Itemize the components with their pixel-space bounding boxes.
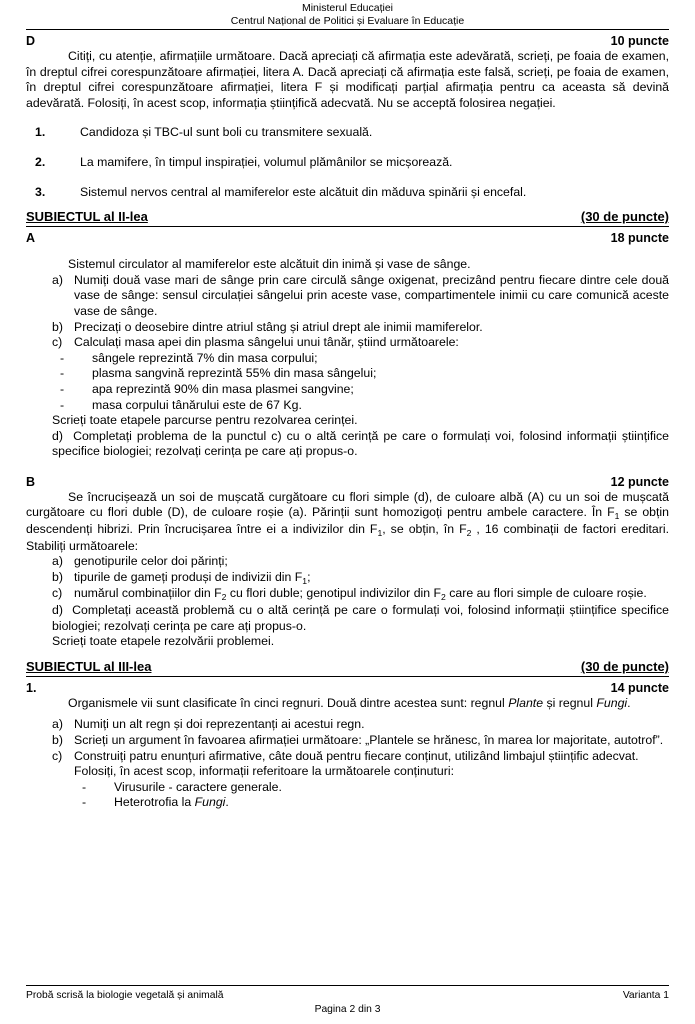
dash-text: sângele reprezintă 7% din masa corpului; (92, 350, 318, 365)
subject-2-title: SUBIECTUL al II-lea (26, 209, 148, 225)
q1-intro-3: . (627, 695, 631, 710)
subject-2-points: (30 de puncte) (580, 209, 669, 225)
dash-text: masa corpului tânărului este de 67 Kg. (92, 397, 302, 412)
subject-2-bar (26, 209, 669, 227)
part-b-intro-1: Se încrucișează un soi de mușcată curgătoare cu flori simple (d), de culoare albă (A) cu un soi de mușcată curgătoare cu flori duble (D), de culoare roșie (a). Părinții sunt homozigoți pentru ambele caractere. În F (26, 489, 669, 520)
part-b-steps-note: Scrieți toate etapele rezolvării problemei. (52, 634, 275, 649)
footer-right: Varianta 1 (622, 990, 669, 1001)
header-center: Centrul Național de Politici și Evaluare în Educație (230, 14, 465, 27)
dash-marker: - (60, 397, 65, 412)
subscript-f1: 1 (302, 575, 308, 586)
dash-text-1: Heterotrofia la (114, 795, 195, 810)
list-item (26, 717, 669, 733)
part-b-intro-2: se obțin descendenți hibrizi. Prin încrucișarea între ei a indivizilor din F (26, 505, 669, 537)
subject-3-points: (30 de puncte) (580, 658, 669, 674)
q1-intro-1: Organismele vii sunt clasificate în cinci regnuri. Două dintre acestea sunt: regnul (68, 695, 509, 710)
subscript-f1: 1 (377, 528, 383, 539)
footer-divider (26, 985, 669, 986)
dash-text (114, 795, 669, 811)
item-marker: b) (52, 733, 63, 747)
part-a-steps-note: Scrieți toate etapele parcurse pentru rezolvarea cerinței. (52, 413, 358, 428)
q1-taxon-fungi: Fungi (194, 795, 226, 810)
item-marker: d) (52, 603, 63, 618)
statement-text: La mamifere, în timpul inspirației, volumul plămânilor se micșorează. (80, 154, 453, 169)
dash-text: Virusurile - caractere generale. (114, 779, 282, 794)
list-item (26, 554, 669, 570)
subject-3-title: SUBIECTUL al III-lea (26, 658, 152, 674)
dash-marker: - (82, 779, 87, 794)
part-b-intro-3: , se obțin, în F (382, 522, 467, 537)
dash-item (26, 351, 669, 367)
subscript-f1: 1 (614, 511, 620, 522)
dash-text-2: . (225, 795, 229, 810)
item-text: Numiți două vase mari de sânge prin care circulă sânge oxigenat, precizând pentru fiecare dintre cele două vase de sânge: sensul circulației sângelui prin aceste vase, compartimentele inimii cu care comunică aceste vase de sânge. (74, 272, 669, 318)
item-marker: c) (52, 335, 63, 350)
dash-item (26, 382, 669, 398)
statement-text: Sistemul nervos central al mamiferelor este alcătuit din măduva spinării și encefal. (80, 184, 527, 199)
item-text-3: care au flori simple de culoare roșie. (445, 586, 647, 601)
item-marker: c) (52, 748, 63, 763)
part-a-head (26, 231, 669, 246)
part-a-intro: Sistemul circulator al mamiferelor este alcătuit din inimă și vase de sânge. (68, 257, 471, 272)
list-item (26, 586, 669, 603)
statement-row (26, 155, 669, 171)
dash-marker: - (60, 350, 65, 365)
statement-number: 3. (35, 184, 46, 199)
item-text: Precizați o deosebire dintre atriul stâng și atriul drept ale inimii mamiferelor. (74, 319, 483, 334)
item-marker: a) (52, 272, 63, 287)
part-b-intro-4: , 16 combinații de factori ereditari. Stabiliți următoarele: (26, 522, 669, 553)
q1-intro-2: și regnul (543, 695, 597, 710)
footer-page-number: Pagina 2 din 3 (314, 1004, 381, 1015)
list-item (26, 733, 669, 749)
item-text-2: cu flori duble; genotipul indivizilor din F (226, 586, 442, 601)
list-item (26, 320, 669, 336)
document-header (26, 0, 669, 27)
item-text-1: numărul combinațiilor din F (74, 586, 222, 601)
dash-text: plasma sangvină reprezintă 55% din masa sângelui; (92, 366, 377, 381)
section-d-intro: Citiți, cu atenție, afirmațiile următoare. Dacă apreciați că afirmația este adevărată, scrieți, pe foaia de examen, în dreptul cifrei corespunzătoare afirmației, litera A. Dacă apreciați că afirmația este falsă, scrieți, pe foaia de examen, în dreptul cifrei corespunzătoare afirmației, litera F și modificați parțial afirmația pentru ca aceasta să devină adevărată. Folosiți, în acest scop, informația științifică adecvată. Nu se acceptă folosirea negației. (26, 49, 669, 110)
statement-row (26, 185, 669, 201)
item-marker: c) (52, 586, 63, 601)
item-marker: a) (52, 554, 63, 569)
header-divider (26, 29, 669, 30)
subscript-f2: 2 (221, 592, 227, 603)
item-text (74, 586, 669, 603)
statement-number: 2. (35, 154, 46, 169)
q1-label: 1. (26, 680, 37, 695)
dash-marker: - (82, 795, 87, 810)
dash-text: apa reprezintă 90% din masa plasmei sangvine; (92, 381, 354, 396)
item-text-1: tipurile de gameți produși de indivizii din F (74, 569, 303, 584)
statement-row (26, 125, 669, 141)
part-b-points: 12 puncte (610, 474, 669, 489)
section-d-head (26, 34, 669, 49)
q1-taxon-plante: Plante (508, 695, 544, 710)
dash-item (26, 780, 669, 796)
dash-item (26, 398, 669, 414)
dash-marker: - (60, 381, 65, 396)
item-text: Scrieți un argument în favoarea afirmației următoare: „Plantele se hrănesc, în marea lor majoritate, autotrof”. (74, 733, 664, 747)
q1-use-note: Folosiți, în acest scop, informații referitoare la următoarele conținuturi: (74, 764, 455, 779)
statement-number: 1. (35, 125, 46, 140)
q1-head (26, 681, 669, 696)
q1-intro (26, 696, 669, 712)
part-b-intro (26, 490, 669, 554)
part-a-item-d (26, 429, 669, 460)
section-d-points: 10 puncte (610, 34, 669, 48)
statement-text: Candidoza și TBC-ul sunt boli cu transmitere sexuală. (80, 125, 373, 140)
list-item (26, 570, 669, 587)
list-item (26, 335, 669, 351)
item-text: Completați această problemă cu o altă cerință pe care o formulați voi, folosind informații științifice specifice biologiei; rezolvați cerința pe care ați propus-o. (52, 603, 669, 633)
subscript-f2: 2 (441, 592, 446, 603)
footer-left: Probă scrisă la biologie vegetală și animală (26, 990, 224, 1001)
part-a-label: A (26, 231, 36, 246)
subject-3-bar (26, 659, 669, 677)
part-b-item-d (26, 603, 669, 634)
dash-marker: - (60, 366, 65, 381)
dash-item (26, 366, 669, 382)
q1-taxon-fungi: Fungi (596, 695, 628, 710)
item-marker: d) (52, 428, 63, 443)
q1-points: 14 puncte (610, 680, 669, 695)
document-footer (26, 985, 669, 1016)
item-text: Calculați masa apei din plasma sângelui unui tânăr, știind următoarele: (74, 335, 459, 350)
item-text-2: ; (307, 569, 311, 584)
item-marker: b) (52, 319, 63, 334)
part-a-points: 18 puncte (610, 231, 669, 246)
part-b-head (26, 475, 669, 490)
item-text: genotipurile celor doi părinți; (74, 554, 228, 569)
list-item (26, 749, 669, 765)
item-text: Completați problema de la punctul c) cu o altă cerință pe care o formulați voi, folosind informații științifice specifice biologiei; rezolvați cerința pe care ați propus-o. (52, 428, 669, 459)
item-marker: b) (52, 569, 63, 584)
part-b-label: B (26, 474, 36, 489)
section-d-label: D (26, 34, 36, 48)
dash-item (26, 795, 669, 811)
item-marker: a) (52, 717, 63, 732)
item-text: Numiți un alt regn și doi reprezentanți ai acestui regn. (74, 717, 365, 732)
subscript-f2: 2 (466, 528, 472, 539)
header-ministry: Ministerul Educației (301, 2, 394, 14)
item-text: Construiți patru enunțuri afirmative, câte două pentru fiecare conținut, utilizând limbajul științific adecvat. (74, 748, 639, 763)
item-text (74, 570, 669, 587)
list-item (26, 273, 669, 320)
